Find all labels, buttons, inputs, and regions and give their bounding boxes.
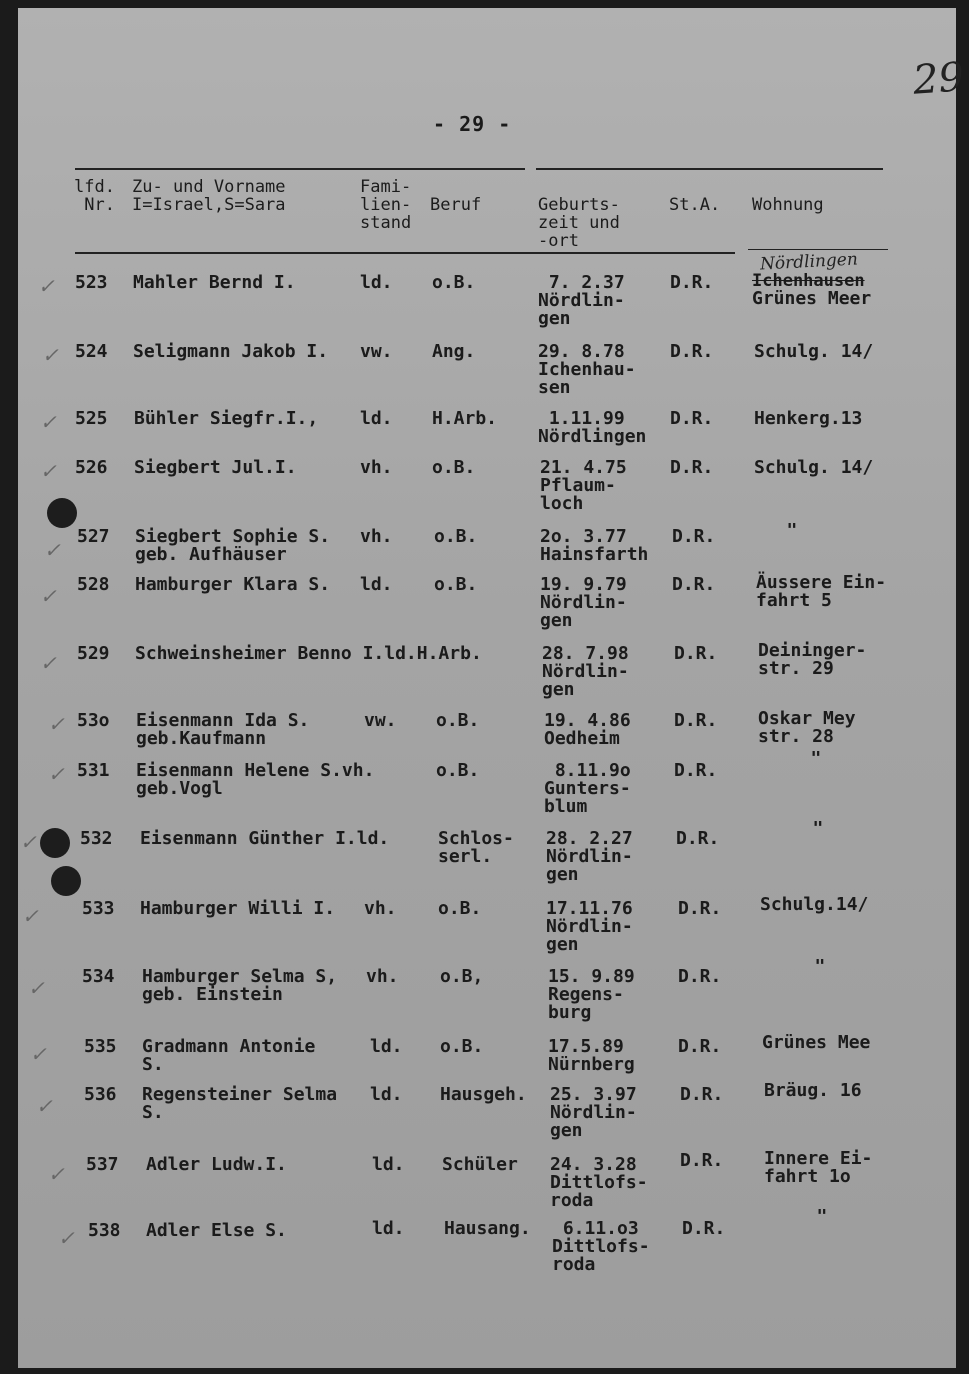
row-staatsangehoerigkeit: D.R. xyxy=(678,966,722,987)
row-nr: 535 xyxy=(84,1036,117,1057)
punch-hole-lower xyxy=(51,866,81,896)
row-beruf: Ang. xyxy=(432,341,476,362)
document-page xyxy=(18,8,966,1368)
row-familienstand: ld. xyxy=(372,1154,405,1175)
header-familienstand: Fami- lien- stand xyxy=(360,177,412,233)
row-staatsangehoerigkeit: D.R. xyxy=(674,643,718,664)
check-mark-icon: ✓ xyxy=(48,1162,65,1186)
row-geburt: 17.11.76 Nördlin- gen xyxy=(546,898,633,955)
row-wohnung: " xyxy=(780,818,824,839)
header-bottom-rule xyxy=(75,252,735,254)
row-beruf: o.B. xyxy=(434,574,478,595)
punch-hole-middle xyxy=(40,828,70,858)
row-wohnung: Äussere Ein- fahrt 5 xyxy=(756,572,887,611)
row-staatsangehoerigkeit: D.R. xyxy=(674,760,718,781)
row-name: Seligmann Jakob I. xyxy=(133,341,329,362)
row-name: Bühler Siegfr.I., xyxy=(134,408,319,429)
row-familienstand: vw. xyxy=(360,341,393,362)
row-beruf: H.Arb. xyxy=(432,408,498,429)
row-staatsangehoerigkeit: D.R. xyxy=(680,1150,724,1171)
row-name: Siegbert Sophie S. geb. Aufhäuser xyxy=(135,526,331,565)
header-wohnung: Wohnung xyxy=(752,195,824,215)
row-beruf: o.B. xyxy=(440,1036,484,1057)
row-geburt: 25. 3.97 Nördlin- gen xyxy=(550,1084,637,1141)
row-staatsangehoerigkeit: D.R. xyxy=(682,1218,726,1239)
row-staatsangehoerigkeit: D.R. xyxy=(680,1084,724,1105)
check-mark-icon: ✓ xyxy=(40,651,57,675)
row-geburt: 21. 4.75 Pflaum- loch xyxy=(540,457,627,514)
row-familienstand: vh. xyxy=(360,457,393,478)
check-mark-icon: ✓ xyxy=(38,274,55,298)
row-staatsangehoerigkeit: D.R. xyxy=(670,457,714,478)
row-wohnung: " xyxy=(778,748,822,769)
row-geburt: 29. 8.78 Ichenhau- sen xyxy=(538,341,636,398)
row-name: Eisenmann Helene S.vh. geb.Vogl xyxy=(136,760,375,799)
check-mark-icon: ✓ xyxy=(58,1226,75,1250)
row-wohnung: Henkerg.13 xyxy=(754,408,863,429)
row-staatsangehoerigkeit: D.R. xyxy=(678,1036,722,1057)
row-name: Eisenmann Ida S. geb.Kaufmann xyxy=(136,710,310,749)
row-geburt: 1.11.99 Nördlingen xyxy=(538,408,647,447)
row-staatsangehoerigkeit: D.R. xyxy=(672,574,716,595)
row-nr: 529 xyxy=(77,643,110,664)
row-nr: 528 xyxy=(77,574,110,595)
handwritten-correction: Nördlingen xyxy=(759,249,859,275)
page-number: - 29 - xyxy=(433,112,512,136)
row-geburt: 28. 7.98 Nördlin- gen xyxy=(542,643,629,700)
row-wohnung: Deininger- str. 29 xyxy=(758,640,867,679)
row-nr: 532 xyxy=(80,828,113,849)
row-geburt: 15. 9.89 Regens- burg xyxy=(548,966,635,1023)
row-staatsangehoerigkeit: D.R. xyxy=(676,828,720,849)
header-geburt: Geburts- zeit und -ort xyxy=(538,195,620,251)
row-name: Hamburger Willi I. xyxy=(140,898,336,919)
row-nr: 526 xyxy=(75,457,108,478)
row-name: Gradmann Antonie S. xyxy=(142,1036,316,1075)
row-name: Adler Else S. xyxy=(146,1220,287,1241)
row-wohnung-struck: Ichenhausen xyxy=(752,271,865,291)
row-geburt: 24. 3.28 Dittlofs- roda xyxy=(550,1154,648,1211)
row-nr: 534 xyxy=(82,966,115,987)
row-beruf: Hausgeh. xyxy=(440,1084,527,1105)
header-top-rule-right xyxy=(536,168,883,170)
row-familienstand: ld. xyxy=(370,1036,403,1057)
row-wohnung: " xyxy=(784,1206,828,1227)
check-mark-icon: ✓ xyxy=(30,1042,47,1066)
check-mark-icon: ✓ xyxy=(40,410,57,434)
row-familienstand: ld. xyxy=(360,574,393,595)
row-geburt: 19. 4.86 Oedheim xyxy=(544,710,631,749)
row-beruf: o.B, xyxy=(440,966,484,987)
row-wohnung: Schulg.14/ xyxy=(760,894,869,915)
row-wohnung: Innere Ei- fahrt 1o xyxy=(764,1148,873,1187)
row-name: Eisenmann Günther I.ld. xyxy=(140,828,390,849)
row-beruf: Schüler xyxy=(442,1154,518,1175)
row-nr: 523 xyxy=(75,272,108,293)
row-wohnung: Schulg. 14/ xyxy=(754,457,874,478)
row-nr: 536 xyxy=(84,1084,117,1105)
row-name: Hamburger Klara S. xyxy=(135,574,331,595)
check-mark-icon: ✓ xyxy=(22,904,39,928)
row-staatsangehoerigkeit: D.R. xyxy=(670,272,714,293)
row-wohnung: Grünes Mee xyxy=(762,1032,871,1053)
row-name: Regensteiner Selma S. xyxy=(142,1084,338,1123)
row-beruf: o.B. xyxy=(436,760,480,781)
row-familienstand: vh. xyxy=(360,526,393,547)
header-nr: lfd. Nr. xyxy=(74,177,115,215)
row-wohnung: Grünes Meer xyxy=(752,288,872,309)
row-geburt: 8.11.9o Gunters- blum xyxy=(544,760,631,817)
row-nr: 538 xyxy=(88,1220,121,1241)
check-mark-icon: ✓ xyxy=(42,343,59,367)
header-staatsangehoerigkeit: St.A. xyxy=(669,195,721,215)
row-familienstand: vw. xyxy=(364,710,397,731)
header-top-rule xyxy=(75,168,525,170)
row-beruf: Hausang. xyxy=(444,1218,531,1239)
row-nr: 53o xyxy=(77,710,110,731)
row-geburt: 19. 9.79 Nördlin- gen xyxy=(540,574,627,631)
row-familienstand: vh. xyxy=(364,898,397,919)
check-mark-icon: ✓ xyxy=(28,976,45,1000)
punch-hole-upper xyxy=(47,498,77,528)
row-nr: 533 xyxy=(82,898,115,919)
row-nr: 525 xyxy=(75,408,108,429)
row-beruf: o.B. xyxy=(432,457,476,478)
check-mark-icon: ✓ xyxy=(40,584,57,608)
row-wohnung: Oskar Mey str. 28 xyxy=(758,708,856,747)
row-geburt: 17.5.89 Nürnberg xyxy=(548,1036,635,1075)
check-mark-icon: ✓ xyxy=(48,712,65,736)
row-name: Adler Ludw.I. xyxy=(146,1154,287,1175)
row-wohnung: Bräug. 16 xyxy=(764,1080,862,1101)
row-name: Siegbert Jul.I. xyxy=(134,457,297,478)
row-name: Schweinsheimer Benno I.ld.H.Arb. xyxy=(135,643,482,664)
row-beruf: o.B. xyxy=(438,898,482,919)
check-mark-icon: ✓ xyxy=(36,1094,53,1118)
row-nr: 524 xyxy=(75,341,108,362)
row-familienstand: ld. xyxy=(370,1084,403,1105)
row-nr: 531 xyxy=(77,760,110,781)
row-wohnung: Schulg. 14/ xyxy=(754,341,874,362)
header-name: Zu- und Vorname I=Israel,S=Sara xyxy=(132,177,286,215)
row-staatsangehoerigkeit: D.R. xyxy=(678,898,722,919)
handwritten-page-number: 29 xyxy=(911,54,966,104)
row-staatsangehoerigkeit: D.R. xyxy=(670,341,714,362)
row-wohnung: " xyxy=(754,520,798,541)
row-beruf: o.B. xyxy=(432,272,476,293)
check-mark-icon: ✓ xyxy=(48,762,65,786)
row-familienstand: ld. xyxy=(372,1218,405,1239)
row-staatsangehoerigkeit: D.R. xyxy=(670,408,714,429)
row-beruf: Schlos- serl. xyxy=(438,828,514,867)
row-geburt: 28. 2.27 Nördlin- gen xyxy=(546,828,633,885)
check-mark-icon: ✓ xyxy=(40,459,57,483)
row-nr: 527 xyxy=(77,526,110,547)
row-geburt: 6.11.o3 Dittlofs- roda xyxy=(552,1218,650,1275)
check-mark-icon: ✓ xyxy=(20,830,37,854)
row-familienstand: ld. xyxy=(360,408,393,429)
row-name: Hamburger Selma S, geb. Einstein xyxy=(142,966,338,1005)
check-mark-icon: ✓ xyxy=(44,538,61,562)
header-beruf: Beruf xyxy=(430,195,482,215)
row-familienstand: ld. xyxy=(360,272,393,293)
row-staatsangehoerigkeit: D.R. xyxy=(674,710,718,731)
row-beruf: o.B. xyxy=(436,710,480,731)
row-name: Mahler Bernd I. xyxy=(133,272,296,293)
row-geburt: 7. 2.37 Nördlin- gen xyxy=(538,272,625,329)
row-familienstand: vh. xyxy=(366,966,399,987)
row-beruf: o.B. xyxy=(434,526,478,547)
row-wohnung: " xyxy=(782,956,826,977)
row-geburt: 2o. 3.77 Hainsfarth xyxy=(540,526,649,565)
header-bottom-rule-right xyxy=(748,249,888,250)
row-staatsangehoerigkeit: D.R. xyxy=(672,526,716,547)
row-nr: 537 xyxy=(86,1154,119,1175)
